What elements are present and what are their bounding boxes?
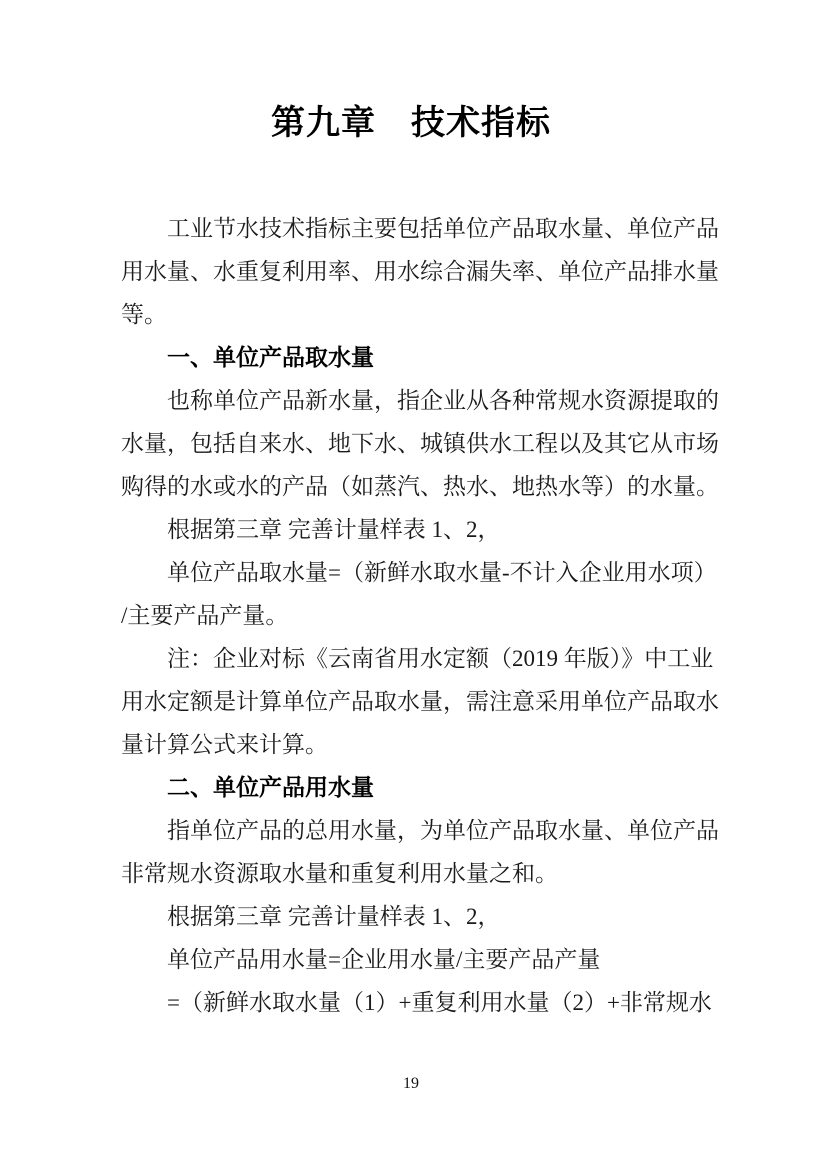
- paragraph-line: 非常规水资源取水量和重复利用水量之和。: [121, 861, 558, 886]
- paragraph-line: 根据第三章 完善计量样表 1、2，: [167, 904, 501, 929]
- paragraph-line: 也称单位产品新水量，指企业从各种常规水资源提取的: [167, 388, 719, 413]
- formula-line: =（新鲜水取水量（1）+重复利用水量（2）+非常规水: [167, 990, 712, 1015]
- note-line: 用水定额是计算单位产品取水量，需注意采用单位产品取水: [121, 689, 719, 714]
- formula-line: 单位产品用水量=企业用水量/主要产品产量: [167, 947, 601, 972]
- paragraph-line: 水量，包括自来水、地下水、城镇供水工程以及其它从市场: [121, 431, 719, 456]
- document-body: [121, 207, 719, 1024]
- formula-line: /主要产品产量。: [121, 603, 289, 628]
- section-heading-2: 二、单位产品用水量: [167, 774, 374, 800]
- paragraph-line: 等。: [121, 302, 167, 327]
- chapter-title: 第九章 技术指标: [271, 105, 551, 142]
- page-number: 19: [403, 1075, 419, 1092]
- paragraph-line: 工业节水技术指标主要包括单位产品取水量、单位产品: [167, 216, 719, 241]
- paragraph-line: 用水量、水重复利用率、用水综合漏失率、单位产品排水量: [121, 259, 719, 284]
- formula-line: 单位产品取水量=（新鲜水取水量-不计入企业用水项）: [167, 560, 717, 585]
- paragraph-line: 根据第三章 完善计量样表 1、2，: [167, 517, 501, 542]
- paragraph-line: 购得的水或水的产品（如蒸汽、热水、地热水等）的水量。: [121, 474, 719, 499]
- note-line: 注：企业对标《云南省用水定额（2019 年版）》中工业: [167, 646, 714, 671]
- note-line: 量计算公式来计算。: [121, 732, 328, 757]
- section-heading-1: 一、单位产品取水量: [167, 344, 374, 370]
- paragraph-line: 指单位产品的总用水量，为单位产品取水量、单位产品: [167, 818, 719, 843]
